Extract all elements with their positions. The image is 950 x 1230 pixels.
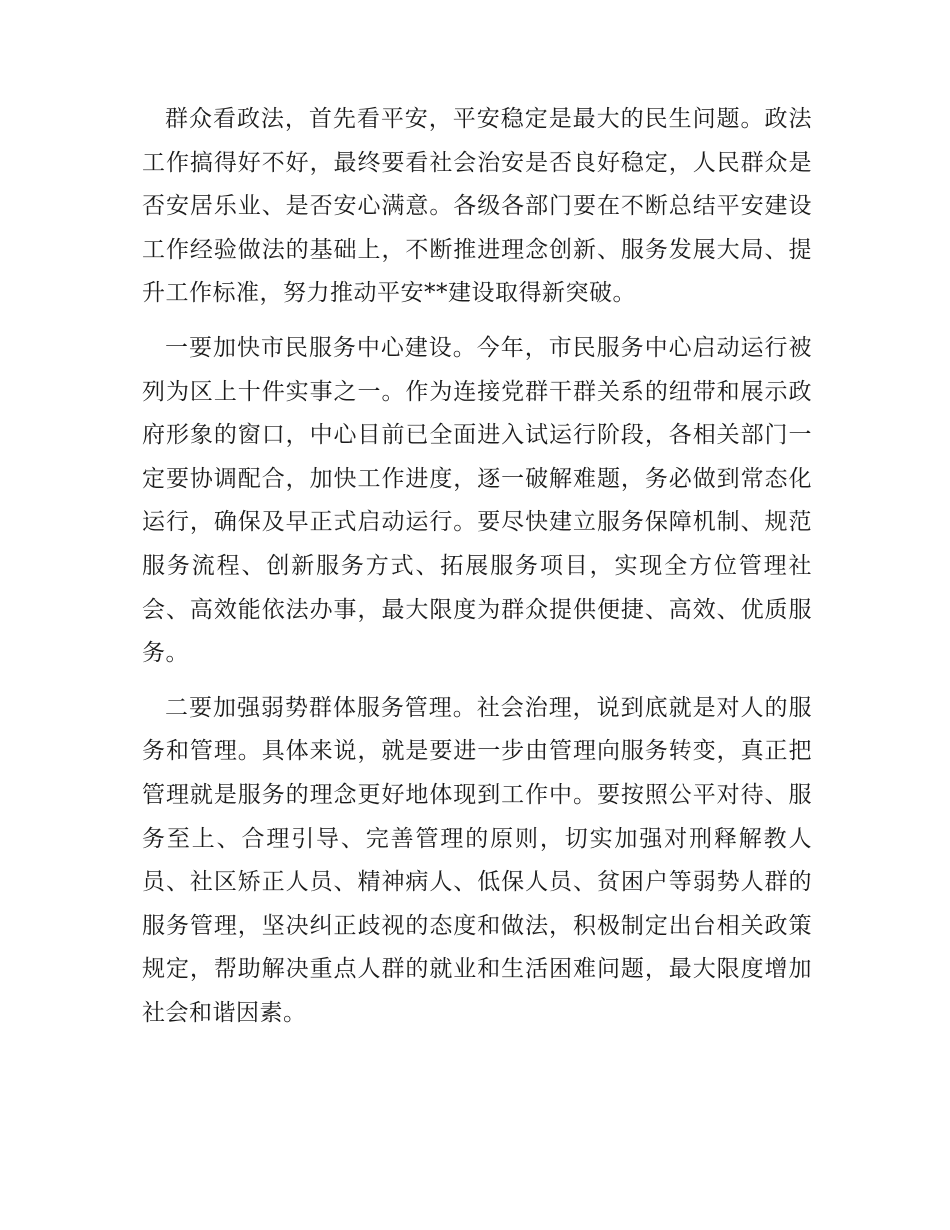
document-body xyxy=(142,98,812,1046)
paragraph-vulnerable-groups: 二要加强弱势群体服务管理。社会治理，说到底就是对人的服务和管理。具体来说，就是要进一步由管理向服务转变，真正把管理就是服务的理念更好地体现到工作中。要按照公平对待、服务至上、合理引导、完善管理的原则，切实加强对刑释解教人员、社区矫正人员、精神病人、低保人员、贫困户等弱势人群的服务管理，坚决纠正歧视的态度和做法，积极制定出台相关政策规定，帮助解决重点人群的就业和生活困难问题，最大限度增加社会和谐因素。 xyxy=(142,694,812,1026)
paragraph-citizen-service-center: 一要加快市民服务中心建设。今年，市民服务中心启动运行被列为区上十件实事之一。作为连接党群干群关系的纽带和展示政府形象的窗口，中心目前已全面进入试运行阶段，各相关部门一定要协调配合，加快工作进度，逐一破解难题，务必做到常态化运行，确保及早正式启动运行。要尽快建立服务保障机制、规范服务流程、创新服务方式、拓展服务项目，实现全方位管理社会、高效能依法办事，最大限度为群众提供便捷、高效、优质服务。 xyxy=(142,334,812,667)
paragraph-safety-intro: 群众看政法，首先看平安，平安稳定是最大的民生问题。政法工作搞得好不好，最终要看社会治安是否良好稳定，人民群众是否安居乐业、是否安心满意。各级各部门要在不断总结平安建设工作经验做法的基础上，不断推进理念创新、服务发展大局、提升工作标准，努力推动平安**建设取得新突破。 xyxy=(142,106,812,307)
